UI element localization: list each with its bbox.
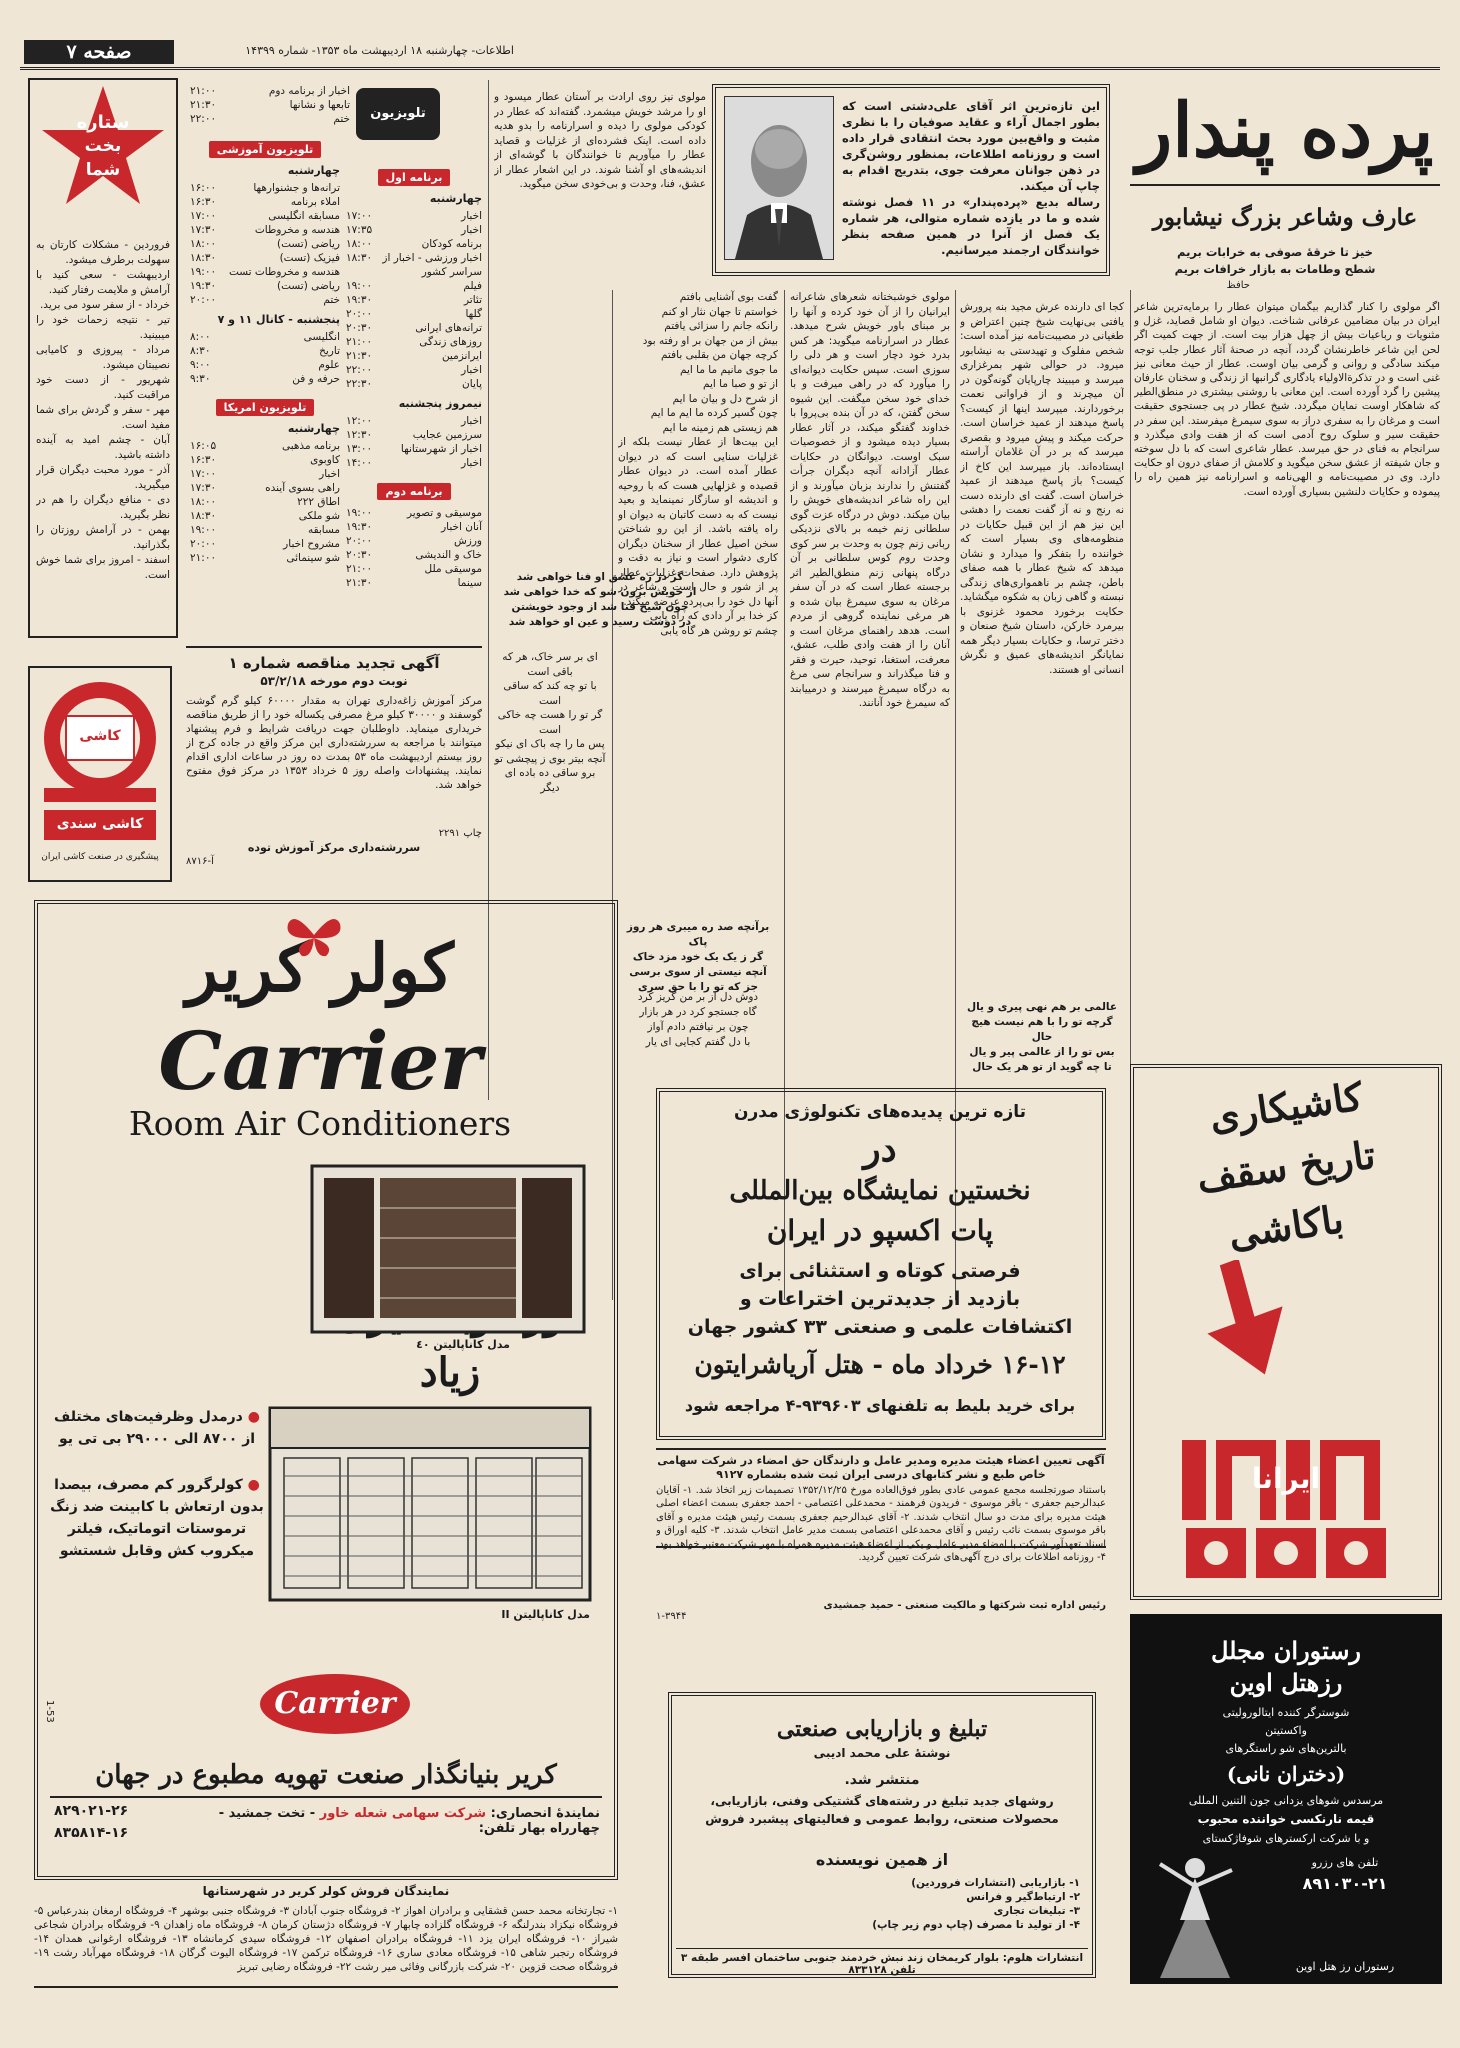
schedule-row — [190, 537, 340, 551]
program2-tag: برنامه دوم — [377, 483, 450, 500]
schedule-row — [346, 548, 482, 562]
schedule-row — [190, 112, 350, 126]
program-title: اخبار — [461, 224, 482, 236]
issue-info: اطلاعات- چهارشنبه ۱۸ اردیبهشت ماه ۱۳۵۳- شماره ۱۴۳۹۹ — [245, 44, 514, 57]
program-time: ۱۷:۳۰ — [190, 482, 217, 494]
restaurant-subtitle: رزهتل اوین — [1229, 1668, 1343, 1697]
thursday-label: نیمروز پنجشنبه — [398, 397, 482, 410]
program-title: تابعها و نشانها — [289, 99, 350, 111]
article-column-middle: کجا ای دارنده عرش مجید بنه پرورش یافتی بی‌نهایت شیخ چنین اعتراض و طغیانی در مصیبت‌نامه نیز آمده است: شخص مفلوک و تهیدستی به نیشابور میرود. در حوالی شهر بمرغزاری میرسد و میبیند چارپایان گونه‌گون در آن میچرند و از فراوانی نعمت برخوردارند. میپرسد اینها از کیست؟ پاسخ میدهند از عمید خراسان است. حرکت میکند و پیش میرود و بقصری میرسد که بر در آن غلامان آراسته ایستاده‌اند. باز میپرسد این کاخ از کیست؟ باز پاسخ میدهند از عمید خراسان است. گفت ای دارنده دست نه رنج و نه آز گفت نعمت را دهشی این نیز هم از این قبیل حکایات در منظومه‌های وی بسیار است که خواننده را بتفکر وا میدارد و نشان میدهد که شیخ عطار با همه صفای باطن، چشم بر ناهمواری‌های زندگی نبسته و گاهی زبان به شکوه میگشاید. حکایت برخورد محمود غزنوی با بیرمرد خارکن، داستان شیخ صنعان و دختر ترسا، و حکایات بسیار دیگر همه نمایانگر اندیشه‌های عمیق و نگرش انسانی او هستند. — [960, 301, 1124, 676]
restaurant-line1: شوسترگر کننده ایتالورولیتی — [1222, 1706, 1350, 1719]
carrier-bullet-1 — [50, 1406, 264, 1450]
program-time: ۱۹:۰۰ — [190, 266, 217, 278]
program-title: خاک و الندیشی — [415, 549, 482, 561]
kashi-slogan: پیشگیری در صنعت کاشی ایران — [41, 852, 159, 862]
day-label: چهارشنبه — [287, 164, 340, 177]
program-time: ۲۰:۳۰ — [346, 322, 373, 334]
schedule-row — [190, 330, 340, 344]
restaurant-line3: بالترین‌های شو راستگر‌های — [1225, 1742, 1347, 1755]
schedule-row — [346, 237, 482, 251]
program-title: فیزیک (تست) — [279, 252, 340, 264]
schedule-row — [346, 223, 482, 237]
program-title: هندسه و مخروطات — [254, 224, 340, 236]
phone-1: ۸۲۹۰۲۱-۲۶ — [54, 1803, 129, 1819]
program-title: موسیقی و تصویر — [407, 507, 482, 519]
program-title: راهی بسوی آینده — [265, 482, 340, 494]
program-time: ۱۷:۰۰ — [190, 468, 217, 480]
poem-block-2: برآنچه صد ره میبری هر روز پاک گر ز یک یک خود مزد خاک آنچه نیستی از سوی برسی جز که تو را با حق سری — [626, 921, 770, 993]
tender-title: آگهی تجدید مناقصه شماره ۱ — [228, 654, 440, 672]
schedule-row — [190, 358, 340, 372]
ac-unit-2 — [268, 1406, 592, 1602]
program-time: ۲۰:۰۰ — [190, 294, 217, 306]
day-label: چهارشنبه — [287, 422, 340, 435]
carrier-bullet-2 — [50, 1474, 264, 1562]
schedule-row — [346, 209, 482, 223]
book-other-list — [860, 1876, 1080, 1932]
program-time: ۲۱:۳۰ — [346, 577, 373, 589]
restaurant-title: رستوران مجلل — [1210, 1636, 1362, 1665]
program-title: انگلیسی — [303, 331, 340, 343]
butterfly-icon — [284, 910, 344, 960]
carrier-claim: زیاد — [419, 1349, 481, 1396]
program1-tag: برنامه اول — [378, 169, 451, 186]
program2-list — [346, 506, 482, 590]
program-title: سرزمین عجایب — [412, 429, 482, 441]
program-title: تاریخ — [319, 345, 340, 357]
program-time: ۹:۳۰ — [190, 373, 211, 385]
article-headline: عارف وشاعر بزرگ نیشابور — [1152, 204, 1418, 231]
program-time: ۲۱:۰۰ — [346, 563, 373, 575]
program-title: علوم — [318, 359, 340, 371]
program-time: ۱۸:۰۰ — [190, 238, 217, 250]
bullet-icon: ● — [247, 1409, 260, 1425]
program-title: ریاضی (تست) — [277, 280, 340, 292]
program1-list — [346, 209, 482, 391]
program-time: ۲۱:۳۰ — [190, 99, 217, 111]
program-title: روزهای زندگی — [419, 336, 482, 348]
program-title: اخبار — [461, 210, 482, 222]
program-time: ۱۴:۰۰ — [346, 457, 373, 469]
schedule-row — [190, 495, 340, 509]
schedule-row — [346, 293, 482, 307]
tiles-line1: کاشیکاری — [1206, 1073, 1366, 1140]
program-time: ۸:۰۰ — [190, 331, 211, 343]
program-time: ۲۲:۳۰ — [346, 378, 373, 390]
carrier-oval-text: Carrier — [274, 1686, 396, 1721]
restaurant-phone-label: تلفن های رزرو — [1311, 1856, 1379, 1869]
schedule-row — [190, 372, 340, 386]
phone-2: ۸۳۵۸۱۴-۱۶ — [54, 1825, 129, 1841]
schedule-row — [346, 576, 482, 590]
program-title: برنامه کودکان — [421, 238, 482, 250]
program-title: تئاتر — [463, 294, 482, 306]
program-time: ۲۱:۳۰ — [346, 350, 373, 362]
epigraph-author: حافظ — [1226, 280, 1250, 291]
book-item: ۱- بازاریابی (انتشارات فروردین) — [911, 1877, 1080, 1889]
expo-tickets: برای خرید بلیط به تلفنهای ۹۳۹۶۰۳-۴ مراجعه شود — [684, 1396, 1076, 1415]
restaurant-line2: واکستیتن — [1265, 1724, 1307, 1737]
program-title: اخبار — [461, 457, 482, 469]
book-item: ۲- ارتباط‌گیر و فرانس — [966, 1891, 1080, 1903]
day-label: چهارشنبه — [429, 192, 482, 205]
america-list — [190, 439, 340, 565]
restaurant-phone: ۸۹۱۰۳۰-۲۱ — [1302, 1874, 1388, 1893]
program-title: اخبار ورزشی - اخبار از سراسر کشور — [382, 252, 482, 278]
notice-code: ۱-۳۹۴۴ — [656, 1611, 687, 1622]
program-title: فیلم — [463, 280, 482, 292]
schedule-row — [346, 456, 482, 470]
model-1-label: مدل کاناپالیتن ٤٠ — [416, 1338, 510, 1351]
schedule-row — [190, 439, 340, 453]
schedule-row — [190, 551, 340, 565]
program-time: ۱۸:۳۰ — [346, 252, 373, 264]
ac-unit-1 — [310, 1164, 586, 1334]
book-desc: روشهای جدید تبلیغ در رشته‌های گشتیکی وفنی، بازاریابی، محصولات صنعتی، روابط عمومی و فعالیتهای پیشبرد فروش — [705, 1794, 1059, 1826]
model-2-label: مدل کاناپالیتن II — [501, 1608, 590, 1621]
schedule-row — [190, 237, 340, 251]
dealers-title: نمایندگان فروش کولر کریر در شهرستانها — [202, 1884, 450, 1898]
restaurant-line4: مرسدس شوهای یزدانی جون التنین المللی — [1188, 1794, 1384, 1807]
article-column-5: مولوی نیز روی ارادت بر آستان عطار میسود و او را مرشد خویش میشمرد. گفته‌اند که عطار در کودکی مولوی را دیده و اسرارنامه را بدو هدیه داده است. اینک فشرده‌ای از غزلیات و قصاید عطار را میآوریم تا خوانندگان با گوشه‌ای از اندیشه‌های او آشنا شوند. در این اشعار عطار از عشق، فنا، وحدت و بی‌خودی سخن میگوید. — [494, 91, 706, 190]
program-time: ۱۷:۰۰ — [190, 210, 217, 222]
program-title: اخبار — [461, 415, 482, 427]
tender-body: مرکز آموزش زاغه‌داری تهران به مقدار ۶۰۰۰۰ کیلو گرم گوشت گوسفند و ۳۰۰۰۰ کیلو مرغ مصرفی یکساله خود را از طریق مناقصه خریداری مینماید. داوطلبان جهت دریافت شرایط و فرم پیشنهاد میتوانند با مراجعه به سررشته‌داری این مرکز واقع در جاده کرج از روز بیستم اردیبهشت ماه ۵۳ بمدت ده روز در ساعات اداری اقدام نمایند. پیشنهادات واصله روز ۵ خرداد ۱۳۵۳ در مرکز فوق مفتوح خواهد شد. — [186, 695, 482, 791]
tiles-line3: باکاشی — [1225, 1196, 1347, 1257]
schedule-row — [346, 251, 482, 279]
program-title: ختم — [333, 113, 350, 125]
carrier-footer: کریر بنیانگذار صنعت تهویه مطبوع در جهان — [50, 1760, 602, 1798]
program-time: ۱۶:۰۵ — [190, 440, 217, 452]
book-published: منتشر شد. — [844, 1772, 920, 1788]
schedule-row — [190, 209, 340, 223]
book-item: ۳- تبلیغات تجاری — [993, 1905, 1080, 1917]
horoscope-title-3: شما — [85, 160, 121, 180]
dealers-list: ۱- تجارتخانه محمد حسن قشقایی و برادران اهواز ۲- فروشگاه جنوب آبادان ۳- فروشگاه جنبی بوشهر ۴- فروشگاه ارمغان بندرعباس ۵- فروشگاه نیکزاد بندرلنگه ۶- فروشگاه گلزاده چابهار ۷- فروشگاه دژستان کرمان ۸- فروشگاه ماه زاهدان ۹- فروشگاه برادران شجاعی شیراز ۱۰- فروشگاه ایران یزد ۱۱- فروشگاه برادران اصفهان ۱۲- فروشگاه سیدی کرمانشاه ۱۳- فروشگاه ارغوانی همدان ۱۴- فروشگاه رنجبر شاهی ۱۵- فروشگاه معادی ساری ۱۶- فروشگاه ترکمن ۱۷- فروشگاه الیوت گرگان ۱۸- فروشگاه مهرآباد رشت ۱۹- فروشگاه صحت قزوین ۲۰- شرکت بازرگانی وفائی میر رشت ۲۲- فروشگاه رضایی تبریز — [34, 1904, 618, 1988]
carrier-brand-logo: Carrier — [158, 1014, 482, 1108]
schedule-row — [346, 321, 482, 335]
tv-edu — [190, 138, 340, 565]
schedule-row — [346, 506, 482, 520]
schedule-row — [346, 307, 482, 321]
expo-dates: ۱۶-۱۲ خرداد ماه - هتل آریاشرایتون — [694, 1350, 1066, 1379]
program-time: ۱۹:۰۰ — [190, 524, 217, 536]
tiles-brand-logo — [1176, 1440, 1396, 1580]
schedule-row — [190, 453, 340, 467]
program-time: ۱۸:۳۰ — [190, 510, 217, 522]
restaurant-line6: و با شرکت ارکسترهای شوفاژکستای — [1202, 1832, 1370, 1845]
program-time: ۱۸:۰۰ — [190, 496, 217, 508]
notice-body: باستناد صورتجلسه مجمع عمومی عادی بطور فوق‌العاده مورخ ۱۳۵۲/۱۲/۲۵ تصمیمات زیر اتخاذ شد. ۱- آقایان عبدالرحیم جعفری - باقر موسوی - فریدون فرهمند - محمدعلی اعتصامی - احمد جعفری بسمت اعضاء اصلی هیئت مدیره برای مدت دو سال انتخاب شدند. ۲- آقای عبدالرحیم جعفری بسمت رئیس هیئت مدیره و آقای باقر موسوی بسمت نائب رئیس و آقای محمدعلی اعتصامی بسمت مدیر عامل انتخاب شدند. ۳- کلیه اوراق و اسناد تعهدآور شرکت با امضاء مدیر عامل و یکی از اعضاء هیئت مدیره همراه با مهر شرکت معتبر خواهد بود. ۴- روزنامه اطلاعات برای درج آگهی‌های شرکت تعیین گردید. — [656, 1485, 1106, 1564]
america-tag: تلویزیون امریکا — [216, 399, 315, 416]
program-title: ورزش — [453, 535, 482, 547]
carrier-oval-logo — [260, 1674, 410, 1734]
schedule-row — [190, 509, 340, 523]
article-column-left: مولوی خوشبختانه شعرهای شاعرانه ایرانیان را از آن خود کرده و آنها را بر مبنای باور خویش شرح میدهد. عطار در اسرارنامه میگوید: هر کس بدرد خود دچار است و هر دلی را سوزی است. سپس حکایت دیوانه‌ای را میآورد که در راهی میرفت و با خدای خود سخن میگفت. این شیوه سخن گفتن، که در آن بنده بی‌پروا با خداوند گفتگو میکند، در آثار عطار بسیار دیده میشود و از خصوصیات سبک اوست. دیوانگان در حکایات عطار آزادانه آنچه دیگران جرأت گفتنش را ندارند بزبان میآورند و از این راه شاعر اندیشه‌های خویش را بیان میکند. دوش در درگاه عزت گوی سلطانی زنم خیمه بر بالای نزدیکی ربانی زنم چون به وحدت بر سر کوی وحدت روم کوس سلطانی بر آن درگاه پنهانی زنم منطق‌الطیر اثر برجسته عطار است که در آن سفر مرغان به سوی سیمرغ بیان شده و هر مرغی نماینده گروهی از مردم است. هدهد راهنمای مرغان است و آنان را از هفت وادی طلب، عشق، معرفت، استغنا، توحید، حیرت و فقر و فنا میگذراند و سرانجام سی مرغ به درگاه سیمرغ میرسند و درمییابند که سیمرغ خود آنانند. — [790, 291, 950, 709]
schedule-row — [190, 251, 340, 265]
schedule-row — [190, 523, 340, 537]
program-time: ۱۹:۳۰ — [346, 294, 373, 306]
program-title: اخبار — [461, 364, 482, 376]
program-time: ۱۷:۳۰ — [190, 224, 217, 236]
company-notice — [656, 1448, 1106, 1622]
program-time: ۱۷:۰۰ — [346, 210, 373, 222]
schedule-row — [346, 428, 482, 442]
tiles-brand-name: ایرانا — [1251, 1462, 1321, 1495]
book-author: نوشتهٔ علی محمد ادیبی — [813, 1746, 951, 1760]
program1-thursday-list — [346, 414, 482, 470]
program-title: مسابقه انگلیسی — [268, 210, 340, 222]
program-title: ترانه‌ها و جشنوارهها — [253, 182, 340, 194]
carrier-phones — [54, 1800, 174, 1844]
tender-code-left: آ-۸۷۱۶ — [186, 856, 214, 867]
program-title: شو ملکی — [298, 510, 340, 522]
schedule-row — [346, 349, 482, 363]
book-also: از همین نویسنده — [815, 1850, 949, 1869]
schedule-row — [346, 520, 482, 534]
program-time: ۱۶:۳۰ — [190, 454, 217, 466]
kashi-logo — [36, 676, 164, 846]
poem-block-3: دوش دل از بر من گریز کرد گاه جستجو کرد در هر بازار چون بر نیافتم دادم آواز با دل گفتم کجایی ای یار — [637, 991, 759, 1048]
program-title: ریاضی (تست) — [277, 238, 340, 250]
schedule-row — [346, 414, 482, 428]
bullet-icon: ● — [247, 1477, 260, 1493]
expo-in: در — [863, 1128, 897, 1170]
edu-tag: تلویزیون آموزشی — [209, 141, 322, 158]
program-time: ۸:۳۰ — [190, 345, 211, 357]
intro-text: این تازه‌ترین اثر آقای علی‌دشتی است که بطور اجمال آراء و عقاید صوفیان را با نظری مثبت و واقع‌بین مورد بحث انتقادی قرار داده است و روزنامه اطلاعات، بمنظور روشن‌گری در ذهن جوانان معرفت جوی، بتدریج اقدام به چاپ آن میکند. رساله بدیع «پرده‌پندار» در ۱۱ فصل نوشته شده و ما در یازده شماره متوالی، هر شماره یک فصل از آنرا در همین صفحه بنظر خوانندگان ارجمند میرسانیم. — [842, 99, 1100, 257]
article-column-6: ای بر سر خاک، هر که باقی است با تو چه کند که ساقی است گر تو را هست چه خاکی است پس ما را چه باک ای نیکو آنچه بیتر بوی ز پیچشی تو برو ساقی ده باده ای دیگر — [494, 651, 606, 794]
schedule-row — [346, 377, 482, 391]
program-time: ۲۰:۰۰ — [346, 535, 373, 547]
bullet-text: کولرگرور کم مصرف، بیصدا بدون ارتعاش با کابینت ضد زنگ ترموستات اتوماتیک، فیلتر میکروب کش وقابل شستشو — [50, 1477, 264, 1559]
book-item: ۴- از تولید تا مصرف (چاپ دوم زیر چاپ) — [872, 1919, 1080, 1931]
horoscope-text: فروردین - مشکلات کارتان به سهولت برطرف میشود. اردیبهشت - سعی کنید با آرامش و ملایمت رفتار کنید. خرداد - از سفر سود می برید. تیر - نتیجه زحمات خود را میبینید. مرداد - پیروزی و کامیابی نصیبتان میشود. شهریور - از دست خود مراقبت کنید. مهر - سفر و گردش برای شما مفید است. آبان - چشم امید به آینده داشته باشید. آذر - مورد محبت دیگران قرار میگیرید. دی - منافع دیگران را هم در نظر بگیرید. بهمن - در آرامش روزتان را بگذرانید. اسفند - امروز برای شما خوش است. — [36, 239, 170, 581]
notice-footer: رئیس اداره ثبت شرکتها و مالکیت صنعتی - حمید جمشیدی — [823, 1600, 1106, 1611]
schedule-row — [190, 195, 340, 209]
tender-code-right: چاپ ۲۲۹۱ — [438, 828, 482, 839]
carrier-farsi-title: کولر کریر — [186, 929, 454, 1007]
tender-signature: سررشته‌داری مرکز آموزش توده — [247, 841, 421, 854]
program-title: اخبار از برنامه دوم — [268, 85, 350, 97]
program-time: ۲۲:۰۰ — [346, 364, 373, 376]
tender-notice — [186, 646, 482, 882]
page-header — [20, 36, 1440, 70]
program-time: ۲۱:۰۰ — [190, 85, 217, 97]
tender-subtitle: نوبت دوم مورخه ۵۳/۲/۱۸ — [260, 674, 408, 688]
schedule-row — [190, 293, 340, 307]
program-time: ۱۸:۰۰ — [346, 238, 373, 250]
program-title: کاوبوی — [310, 454, 340, 466]
program-time: ۱۹:۰۰ — [346, 280, 373, 292]
schedule-row — [190, 98, 350, 112]
book-title: تبلیغ و بازاریابی صنعتی — [776, 1716, 988, 1742]
program-time: ۱۹:۰۰ — [346, 507, 373, 519]
schedule-row — [190, 223, 340, 237]
program-title: مسابقه — [307, 524, 340, 536]
carrier-code: 1-53 — [44, 1700, 55, 1723]
program-time: ۱۲:۳۰ — [346, 429, 373, 441]
agent-address: - تخت جمشید - چهارراه بهار تلفن: — [218, 1806, 600, 1836]
program-title: سینما — [457, 577, 482, 589]
program-title: ایرانزمین — [441, 350, 482, 362]
program-time: ۲۱:۰۰ — [346, 336, 373, 348]
author-portrait — [724, 96, 834, 260]
article-epigraph: خیز تا خرقهٔ صوفی به خرابات بریم شطح وطامات به بازار خرافات بریم — [1174, 245, 1376, 276]
agent-label: نمایندهٔ انحصاری: — [490, 1806, 600, 1821]
expo-top: تازه ترین پدیده‌های تکنولوژی مدرن — [733, 1102, 1026, 1122]
program-title: اخبار — [319, 468, 340, 480]
article-column-right: اگر مولوی را کنار گذاریم بیگمان میتوان عطار را برمایه‌ترین شاعر ایران در بیان مضامین عرفانی شناخت. دیوان او شامل قصاید، غزل و مثنویات و رباعیات بیش از چهل هزار بیت است. از جهت کمیت اگر لحن این شاعر خاطرنشان گردد، آنچه در صحنهٔ آثار عطار جلب توجه میکند سادگی و روانی و گرمی بیان اوست. عطار از حیث معانی نیز غنی است و در تذکرة‌الاولیاء یادگاری گرانبها از زندگی و سخنان عارفان پیشین را گرد آورده است. این معانی با روشنی بیشتری در منطق‌الطیر که شاهکار اوست نمایان میگردد. شیخ عطار در پی جستجوی حقیقت است و مرغان را به سفری دراز به سوی سیمرغ میفرستد. این سفر در حقیقت سیر و سلوک روح آدمی است که از هفت وادی میگذرد و سرانجام به فنای در حق میرسد. عطار شاعری است که با دل سوخته و جان شیفته از عشق سخن میگوید و کلامش از صفای درون او حکایت دارد. وی در مصیبت‌نامه و الهی‌نامه و اسرارنامه نیز همین راه را پیموده و حکایات دلنشین بسیاری آورده است. — [1134, 301, 1440, 498]
program-time: ۱۲:۰۰ — [346, 415, 373, 427]
poem-block-4: گر در ره عشق او فنا خواهی شد از خویش برون شو که خدا خواهی شد چون شیخ فنا شد از وجود خویشتن در دوست رسید و عین او خواهد شد — [503, 571, 697, 628]
schedule-row — [346, 279, 482, 293]
program-time: ۱۷:۳۵ — [346, 224, 373, 236]
schedule-row — [190, 344, 340, 358]
program-title: اطاق ۲۲۲ — [297, 496, 340, 508]
program-time: ۱۹:۳۰ — [190, 280, 217, 292]
agent-name: شرکت سهامی شعله خاور — [319, 1806, 487, 1821]
restaurant-line5: قیمه نارنکسی خواننده محبوب — [1197, 1812, 1375, 1826]
restaurant-feature: (دختران نانی) — [1226, 1762, 1346, 1786]
carrier-agent-line — [180, 1806, 600, 1836]
restaurant-dancer-illustration — [1140, 1850, 1250, 1980]
tv-logo-text: تلویزیون — [370, 106, 426, 121]
program-time: ۲۲:۰۰ — [190, 113, 217, 125]
expo-line5: بازدید از جدیدترین اختراعات و — [739, 1288, 1021, 1310]
notice-title: آگهی تعیین اعضاء هیئت مدیره ومدیر عامل و دارندگان حق امضاء در شرکت سهامی خاص طبع و نشر کتابهای درسی ایران ثبت شده بشماره ۹۱۲۷ — [657, 1454, 1105, 1481]
schedule-row — [346, 363, 482, 377]
expo-line6: اکتشافات علمی و صنعتی ۳۳ کشور جهان — [687, 1316, 1073, 1338]
edu-thursday-list — [190, 330, 340, 386]
tv-logo — [356, 88, 440, 140]
article-column-4: گفت بوی آشنایی بافتم خواستم تا جهان نثار او کنم رانکه جانم را سزائی یافتم بیش از من جهان بر او رفته بود کرچه جهان من بقلبی بافتم ما جوی مانیم ما ما ایم از تو و صبا ما ایم از شرح دل و بیان ما ایم چون گسیر کرده ما ایم ما ایم هم زیستی هم زمینه ما ایم این بیت‌ها از عطار نیست بلکه از غزلیات سنایی است که در دیوان عطار آمده است. در دیوان عطار قصیده و غزلهایی هست که با روحیه و اندیشه او سازگار نمینماید و بعید نیست که به دست کاتبان به دیوان او راه یافته باشد. از این رو شناختن سخن اصیل عطار از سخنان دیگران کاری دشوار است و نیاز به دقت و پژوهش دارد. صفحات غزلیات عطار پر از شور و حال است و شاعر در آنها دل خود را بی‌پرده عرضه میکند. کز خدا بر آر دادی که راه یابی چشم تو روشن هر گاه یابی — [618, 291, 778, 637]
carrier-subtitle: Room Air Conditioners — [128, 1104, 512, 1143]
restaurant-tail: رستوران رز هتل اوین — [1295, 1960, 1395, 1973]
program-time: ۹:۰۰ — [190, 359, 211, 371]
expo-line2: نخستین نمایشگاه بین‌المللی — [729, 1176, 1031, 1206]
program-title: شو سینمائی — [286, 552, 340, 564]
tiles-line2: تاریخ سقف — [1194, 1131, 1378, 1202]
schedule-row — [346, 534, 482, 548]
kashi-word: کاشی — [79, 728, 121, 744]
edu-thursday-label: پنجشنبه - کانال ۱۱ و ۷ — [217, 313, 340, 326]
program-time: ۱۳:۰۰ — [346, 443, 373, 455]
schedule-row — [190, 84, 350, 98]
book-publisher: انتشارات هلوم: بلوار کریمخان زند نبش خردمند جنوبی ساختمان افسر طبقه ۳ تلفن ۸۳۳۱۲۸ — [676, 1948, 1088, 1976]
schedule-row — [346, 562, 482, 576]
program-title: املاء برنامه — [290, 196, 340, 208]
program-time: ۱۶:۳۰ — [190, 196, 217, 208]
schedule-row — [190, 467, 340, 481]
masthead-pardeh-pendar: پرده پندار — [1130, 76, 1440, 186]
bullet-text: درمدل وظرفیت‌های مختلف از ۸۷۰۰ الی ۲۹۰۰۰ بی تی یو — [54, 1409, 256, 1447]
program-title: ترانه‌های ایرانی — [415, 322, 482, 334]
program-title: گلها — [465, 308, 482, 320]
program-title: ختم — [323, 294, 340, 306]
tv-top-list — [190, 84, 350, 126]
program-title: پایان — [462, 378, 482, 390]
page-number-label: صفحه ۷ — [24, 40, 174, 64]
schedule-row — [190, 181, 340, 195]
program-title: مشروح اخبار — [283, 538, 340, 550]
program-title: هندسه و مخروطات تست — [228, 266, 340, 278]
program-time: ۲۰:۰۰ — [346, 308, 373, 320]
schedule-row — [346, 335, 482, 349]
program-time: ۱۸:۳۰ — [190, 252, 217, 264]
program-title: آنان اخبار — [441, 521, 482, 533]
schedule-row — [346, 442, 482, 456]
kashi-brand: کاشی سندی — [56, 816, 144, 832]
program-time: ۲۱:۰۰ — [190, 552, 217, 564]
program-time: ۱۶:۰۰ — [190, 182, 217, 194]
program-title: حرفه و فن — [292, 373, 340, 385]
program-time: ۲۰:۳۰ — [346, 549, 373, 561]
horoscope-title-2: بخت — [84, 136, 122, 156]
poem-block-1: عالمی بر هم نهی پیری و یال گرچه تو را با هم نیست هیچ حال بس تو را از عالمی پیر و یال تا چه گوید از تو هر یک حال — [966, 1001, 1118, 1073]
schedule-row — [190, 265, 340, 279]
program-time: ۱۹:۳۰ — [346, 521, 373, 533]
program-title: موسیقی ملل — [424, 563, 482, 575]
edu-list — [190, 181, 340, 307]
program-time: ۲۰:۰۰ — [190, 538, 217, 550]
tiles-arrow-icon — [1200, 1260, 1290, 1380]
horoscope-title-1: ستاره — [76, 112, 130, 133]
program-title: اخبار از شهرستانها — [400, 443, 482, 455]
horoscope-star — [34, 84, 172, 234]
program-title: برنامه مذهبی — [281, 440, 340, 452]
schedule-row — [190, 279, 340, 293]
expo-line3: پات اکسپو در ایران — [766, 1214, 994, 1247]
tv-program-1 — [346, 166, 482, 590]
schedule-row — [190, 481, 340, 495]
expo-line4: فرصتی کوتاه و استثنائی برای — [739, 1260, 1021, 1282]
